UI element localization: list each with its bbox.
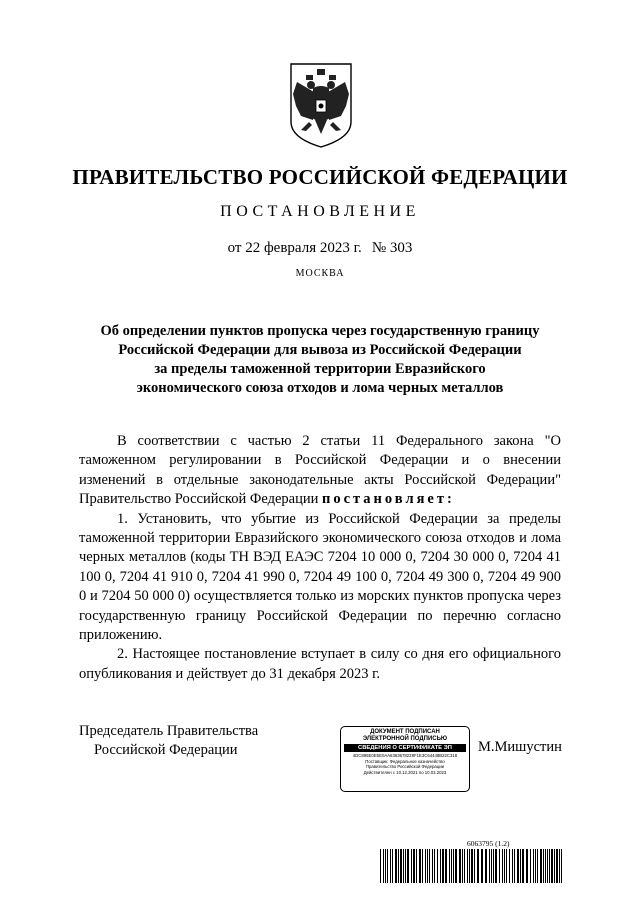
- preamble-paragraph: [79, 432, 561, 510]
- stamp-validity: Действителен с 10.12.2021 по 10.03.2023: [363, 769, 447, 775]
- heading-line: Об определении пунктов пропуска через государственную границу: [100, 323, 540, 339]
- document-heading: [80, 322, 560, 398]
- electronic-signature-stamp: [340, 726, 470, 792]
- stamp-serial: 4DC895E0E5E0AA6363678228F1E3C64448B22C318: [352, 753, 458, 758]
- preamble-text: В соответствии с частью 2 статьи 11 Федерального закона "О таможенном регулировании в Российской Федерации и о внесении изменений в отдельные законодательные акты Российской Федерации" Правительство Российской Федерации: [79, 433, 561, 508]
- document-city: МОСКВА: [295, 268, 345, 279]
- heading-line: экономического союза отходов и лома черных металлов: [136, 380, 504, 396]
- government-title: ПРАВИТЕЛЬСТВО РОССИЙСКОЙ ФЕДЕРАЦИИ: [72, 165, 568, 189]
- stamp-issuer-line-2: Правительство Российской Федерации: [365, 764, 445, 769]
- document-date-line: [0, 240, 640, 257]
- decree-word: постановляет:: [321, 491, 455, 508]
- heading-line: за пределы таможенной территории Евразийского: [154, 361, 486, 377]
- stamp-certificate-label: СВЕДЕНИЯ О СЕРТИФИКАТЕ ЭП: [344, 744, 466, 752]
- double-headed-eagle-icon: [287, 62, 355, 148]
- document-type: ПОСТАНОВЛЕНИЕ: [220, 203, 420, 220]
- position-line-1: Председатель Правительства: [79, 723, 259, 739]
- signatory-name: М.Мишустин: [478, 739, 562, 755]
- document-body: [79, 432, 561, 684]
- barcode-number: 6063795 (1.2): [467, 839, 510, 848]
- stamp-title-line-2: ЭЛЕКТРОННОЙ ПОДПИСЬЮ: [362, 736, 448, 742]
- signatory-position: [79, 722, 258, 760]
- item-2-paragraph: 2. Настоящее постановление вступает в силу со дня его официального опубликования и действует до 31 декабря 2023 г.: [79, 646, 561, 682]
- stamp-title-line-1: ДОКУМЕНТ ПОДПИСАН: [370, 729, 440, 735]
- item-1-paragraph: 1. Установить, что убытие из Российской Федерации за пределы таможенной территории Евразийского экономического союза отходов и лома черных металлов (коды ТН ВЭД ЕАЭС 7204 10 000 0, 7204 30 000 0, 7204 41 100 0, 7204 41 910 0, 7204 41 990 0, 7204 49 100 0, 7204 49 300 0, 7204 49 900 0 и 7204 50 000 0) осуществляется только из морских пунктов пропуска через государственную границу Российской Федерации по перечню согласно приложению.: [79, 510, 561, 644]
- document-date: от 22 февраля 2023 г.: [227, 240, 362, 256]
- position-line-2: Российской Федерации: [94, 742, 238, 758]
- stamp-issuer-line-1: Поставщик: Федеральное казначейство: [365, 758, 445, 764]
- document-number: № 303: [371, 240, 413, 256]
- heading-line: Российской Федерации для вывоза из Российской Федерации: [118, 342, 522, 358]
- barcode: [380, 849, 563, 883]
